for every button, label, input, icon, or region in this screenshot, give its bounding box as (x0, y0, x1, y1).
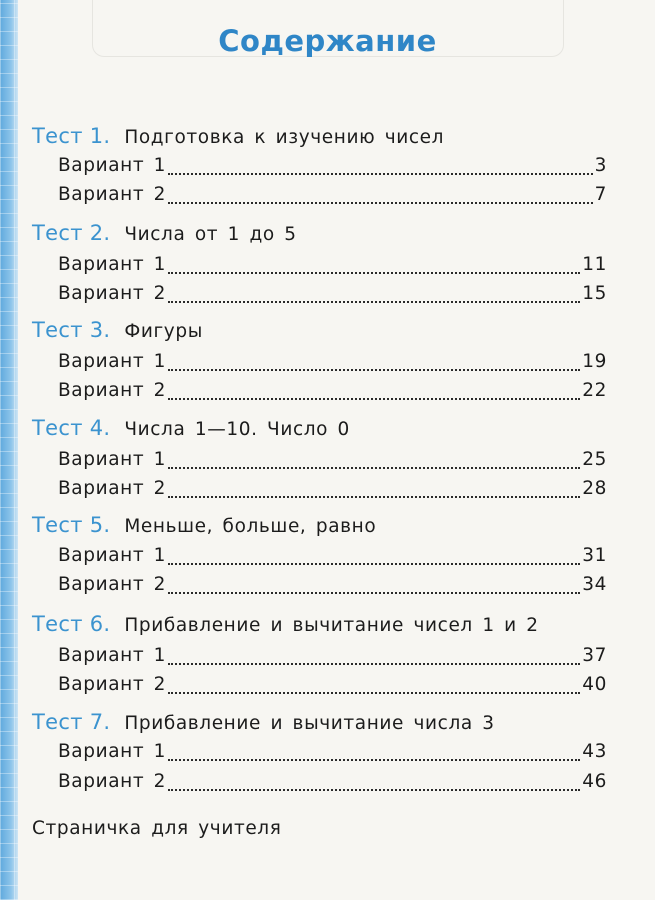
test-title: Подготовка к изучению чисел (124, 127, 445, 148)
toc-test-entry[interactable] (32, 221, 622, 251)
variant-label: Вариант 1 (58, 351, 167, 372)
variant-label: Вариант 1 (58, 254, 167, 275)
toc-test-entry[interactable] (32, 612, 622, 642)
toc-variant-entry[interactable] (58, 351, 607, 377)
page-number: 31 (582, 545, 607, 566)
dot-leader (168, 272, 580, 274)
toc-test-entry[interactable] (32, 318, 622, 348)
toc-variant-entry[interactable] (58, 545, 607, 571)
variant-label: Вариант 1 (58, 645, 167, 666)
test-number: Тест 1. (32, 124, 111, 148)
toc-variant-entry[interactable] (58, 254, 607, 280)
toc-variant-entry[interactable] (58, 283, 607, 309)
toc-test-entry[interactable] (32, 124, 622, 154)
page-number: 19 (582, 351, 607, 372)
page-number: 11 (582, 254, 607, 275)
dot-leader (168, 496, 580, 498)
variant-label: Вариант 2 (58, 674, 167, 695)
test-number: Тест 5. (32, 513, 111, 537)
dot-leader (168, 467, 580, 469)
test-title: Прибавление и вычитание числа 3 (124, 713, 495, 734)
toc-variant-entry[interactable] (58, 674, 607, 700)
test-title: Фигуры (124, 321, 203, 342)
toc-variant-entry[interactable] (58, 155, 607, 181)
test-title: Прибавление и вычитание чисел 1 и 2 (124, 615, 539, 636)
test-number: Тест 7. (32, 710, 111, 734)
page-number: 34 (582, 574, 607, 595)
page-number: 43 (582, 741, 607, 762)
dot-leader (168, 592, 580, 594)
page-number: 15 (582, 283, 607, 304)
toc-variant-entry[interactable] (58, 574, 607, 600)
variant-label: Вариант 2 (58, 478, 167, 499)
toc-variant-entry[interactable] (58, 478, 607, 504)
toc-test-entry[interactable] (32, 513, 622, 543)
toc-variant-entry[interactable] (58, 380, 607, 406)
toc-variant-entry[interactable] (58, 184, 607, 210)
variant-label: Вариант 1 (58, 741, 167, 762)
variant-label: Вариант 2 (58, 184, 167, 205)
test-number: Тест 3. (32, 318, 111, 342)
dot-leader (168, 369, 580, 371)
page-number: 7 (594, 184, 607, 205)
variant-label: Вариант 2 (58, 380, 167, 401)
page-number: 25 (582, 449, 607, 470)
toc-variant-entry[interactable] (58, 645, 607, 671)
test-title: Меньше, больше, равно (124, 516, 377, 537)
toc-test-entry[interactable] (32, 710, 622, 740)
dot-leader (168, 563, 580, 565)
test-number: Тест 2. (32, 221, 111, 245)
dot-leader (168, 398, 580, 400)
variant-label: Вариант 2 (58, 283, 167, 304)
page-number: 40 (582, 674, 607, 695)
page-number: 22 (582, 380, 607, 401)
dot-leader (168, 301, 580, 303)
toc-test-entry[interactable] (32, 416, 622, 446)
variant-label: Вариант 1 (58, 155, 167, 176)
toc-variant-entry[interactable] (58, 741, 607, 767)
toc-teacher-page-entry[interactable]: Страничка для учителя (32, 818, 282, 839)
variant-label: Вариант 2 (58, 771, 167, 792)
variant-label: Вариант 1 (58, 545, 167, 566)
dot-leader (168, 759, 580, 761)
dot-leader (168, 663, 580, 665)
toc-variant-entry[interactable] (58, 771, 607, 797)
dot-leader (168, 173, 593, 175)
page-title: Содержание (218, 24, 437, 58)
variant-label: Вариант 1 (58, 449, 167, 470)
dot-leader (168, 789, 580, 791)
variant-label: Вариант 2 (58, 574, 167, 595)
test-title: Числа от 1 до 5 (124, 224, 297, 245)
test-number: Тест 6. (32, 612, 111, 636)
page-number: 46 (582, 771, 607, 792)
test-number: Тест 4. (32, 416, 111, 440)
toc-variant-entry[interactable] (58, 449, 607, 475)
page-number: 28 (582, 478, 607, 499)
page-number: 3 (594, 155, 607, 176)
test-title: Числа 1—10. Число 0 (124, 419, 350, 440)
dot-leader (168, 202, 593, 204)
dot-leader (168, 692, 580, 694)
page-number: 37 (582, 645, 607, 666)
